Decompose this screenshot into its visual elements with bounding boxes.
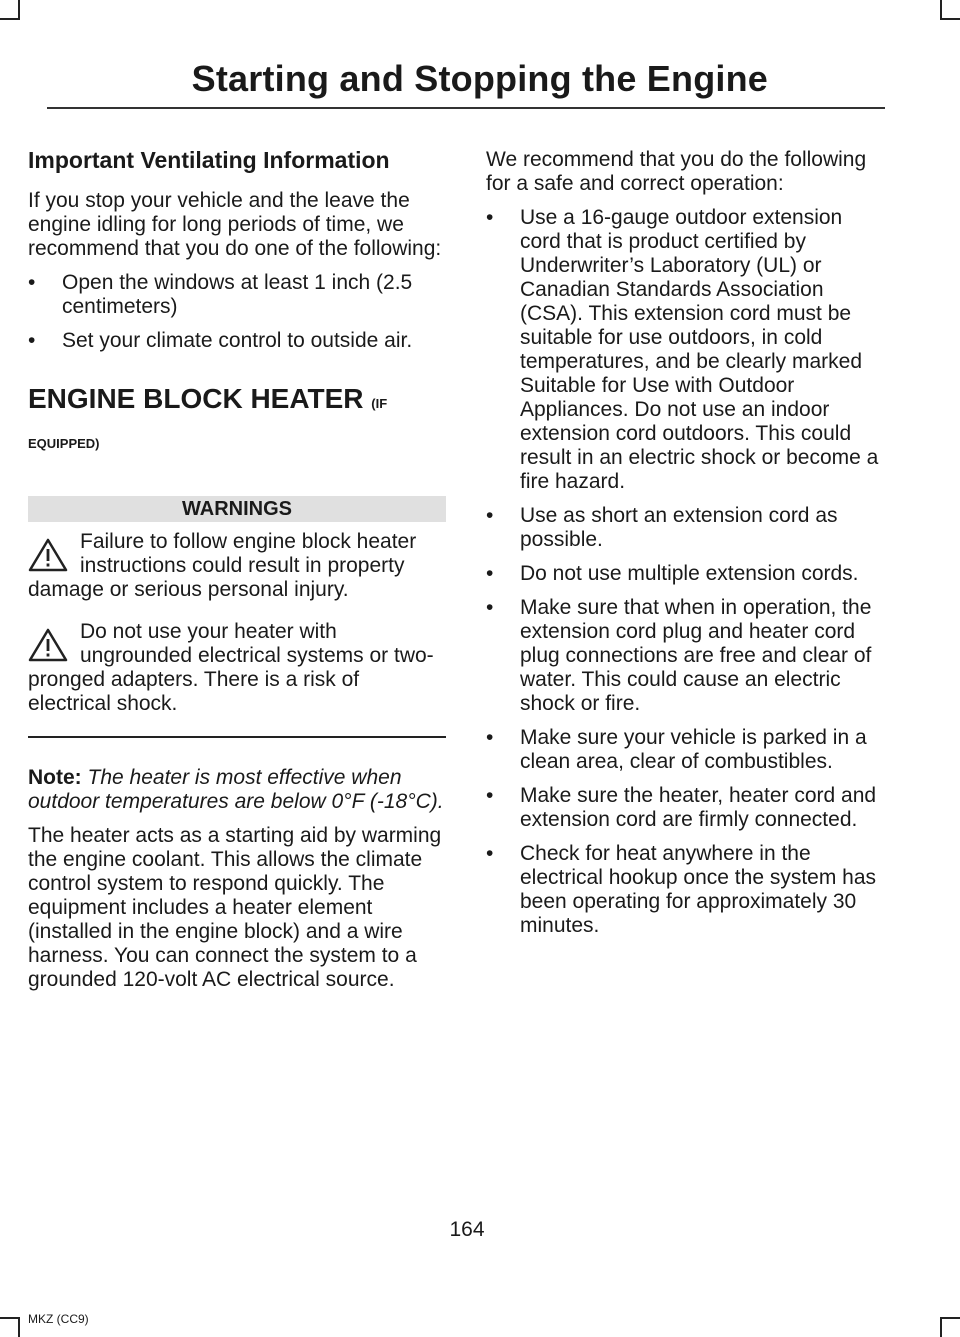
list-item: • Do not use multiple extension cords. <box>486 562 880 586</box>
list-item: • Open the windows at least 1 inch (2.5 centimeters) <box>28 271 446 319</box>
warning-block <box>28 530 446 602</box>
note <box>28 766 446 814</box>
note-label: Note: <box>28 766 82 789</box>
crop-mark <box>940 0 942 20</box>
list-item: • Make sure that when in operation, the extension cord plug and heater cord plug connections are free and clear of water. This could cause an electric shock or fire. <box>486 596 880 716</box>
list-item: • Set your climate control to outside air. <box>28 329 446 353</box>
list-item: • Use as short an extension cord as possible. <box>486 504 880 552</box>
warning-block <box>28 620 446 716</box>
section-heading <box>28 383 446 420</box>
heater-heading: ENGINE BLOCK HEATER <box>28 383 364 414</box>
list-item: • Make sure the heater, heater cord and extension cord are firmly connected. <box>486 784 880 832</box>
crop-mark <box>0 1317 20 1319</box>
ventilating-list <box>28 271 446 353</box>
warning-text: Do not use your heater with ungrounded electrical systems or two-pronged adapters. There is a risk of electrical shock. <box>28 620 434 715</box>
crop-mark <box>940 18 960 20</box>
list-item: • Use a 16-gauge outdoor extension cord that is product certified by Underwriter’s Laboratory (UL) or Canadian Standards Association (CSA). This extension cord must be suitable for use outdoors, in cold temperatures, and be clearly marked Suitable for Use with Outdoor Appliances. Do not use an indoor extension cord outdoors. This could result in an electric shock or become a fire hazard. <box>486 206 880 494</box>
note-text: The heater is most effective when outdoor temperatures are below 0°F (-18°C). <box>28 766 444 813</box>
warnings-end-rule <box>28 736 446 738</box>
warning-triangle-icon <box>28 538 68 572</box>
page-header-title: Starting and Stopping the Engine <box>191 58 768 99</box>
heater-heading-suffix: (IF <box>371 396 388 411</box>
recommend-intro: We recommend that you do the following for a safe and correct operation: <box>486 148 867 195</box>
warnings-header: WARNINGS <box>28 496 446 522</box>
left-column <box>28 148 446 1002</box>
recommend-list <box>486 206 880 938</box>
warning-triangle-icon <box>28 628 68 662</box>
ventilating-intro: If you stop your vehicle and the leave the engine idling for long periods of time, we recommend that you do one of the following: <box>28 189 442 260</box>
crop-mark <box>18 0 20 20</box>
crop-mark <box>18 1317 20 1337</box>
list-item: • Check for heat anywhere in the electrical hookup once the system has been operating for approximately 30 minutes. <box>486 842 880 938</box>
heater-equipped: EQUIPPED) <box>28 436 100 451</box>
header-rule <box>47 107 885 109</box>
right-column <box>486 148 880 948</box>
crop-mark <box>940 1317 960 1319</box>
list-item: • Make sure your vehicle is parked in a clean area, clear of combustibles. <box>486 726 880 774</box>
warning-text: Failure to follow engine block heater instructions could result in property damage or serious personal injury. <box>28 530 417 601</box>
crop-mark <box>0 18 20 20</box>
model-footer: MKZ (CC9) <box>28 1312 89 1326</box>
heater-body: The heater acts as a starting aid by warming the engine coolant. This allows the climate control system to respond quickly. The equipment includes a heater element (installed in the engine block) and a wire harness. You can connect the system to a grounded 120-volt AC electrical source. <box>28 824 442 991</box>
page-number: 164 <box>449 1218 485 1241</box>
crop-mark <box>940 1317 942 1337</box>
ventilating-heading: Important Ventilating Information <box>28 147 390 173</box>
